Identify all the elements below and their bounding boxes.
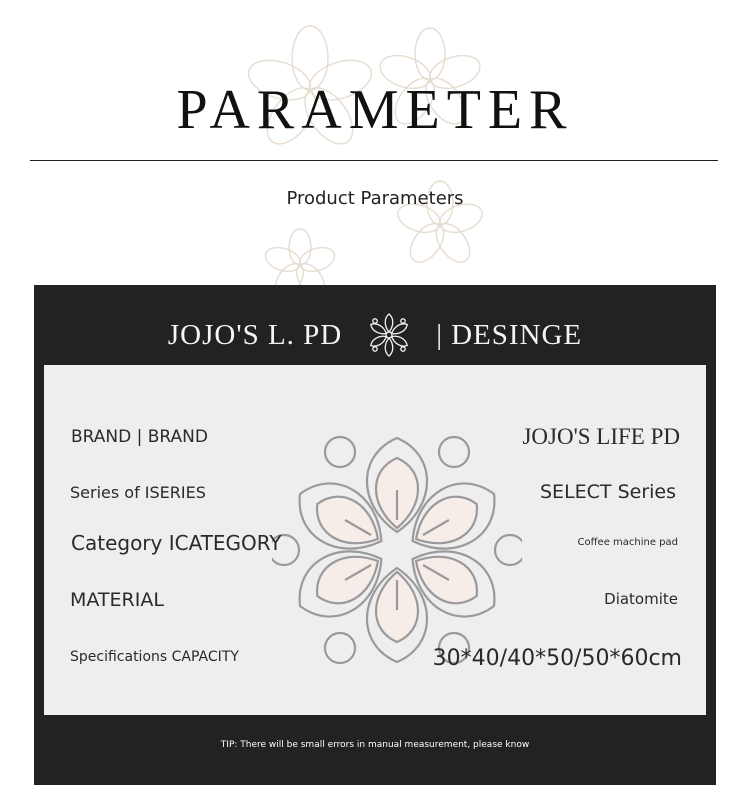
brand-value: JOJO'S LIFE PD [522, 424, 680, 449]
parameters-panel [44, 365, 706, 715]
brand-label: BRAND | BRAND [71, 427, 208, 447]
category-label: Category ICATEGORY [71, 531, 282, 555]
material-label: MATERIAL [70, 589, 164, 611]
page-subtitle: Product Parameters [286, 188, 464, 209]
tip-note: TIP: There will be small errors in manual measurement, please know [220, 740, 530, 750]
brand-bar [34, 313, 716, 357]
title-divider [30, 160, 718, 161]
series-label: Series of ISERIES [70, 483, 206, 502]
series-value: SELECT Series [540, 481, 676, 503]
specifications-label: Specifications CAPACITY [70, 649, 239, 665]
flower-emblem-illustration [272, 425, 522, 675]
category-value: Coffee machine pad [577, 537, 678, 548]
parameter-card [34, 285, 716, 785]
specifications-value: 30*40/40*50/50*60cm [432, 646, 682, 671]
background-flowers-illustration [220, 20, 520, 290]
brand-separator: | [436, 318, 444, 351]
flower-logo-icon [364, 310, 414, 360]
page-title: PARAMETER [176, 79, 574, 141]
brand-name-left: JOJO'S L. PD [167, 318, 343, 351]
brand-name-right: DESINGE [451, 318, 583, 351]
material-value: Diatomite [604, 590, 678, 608]
